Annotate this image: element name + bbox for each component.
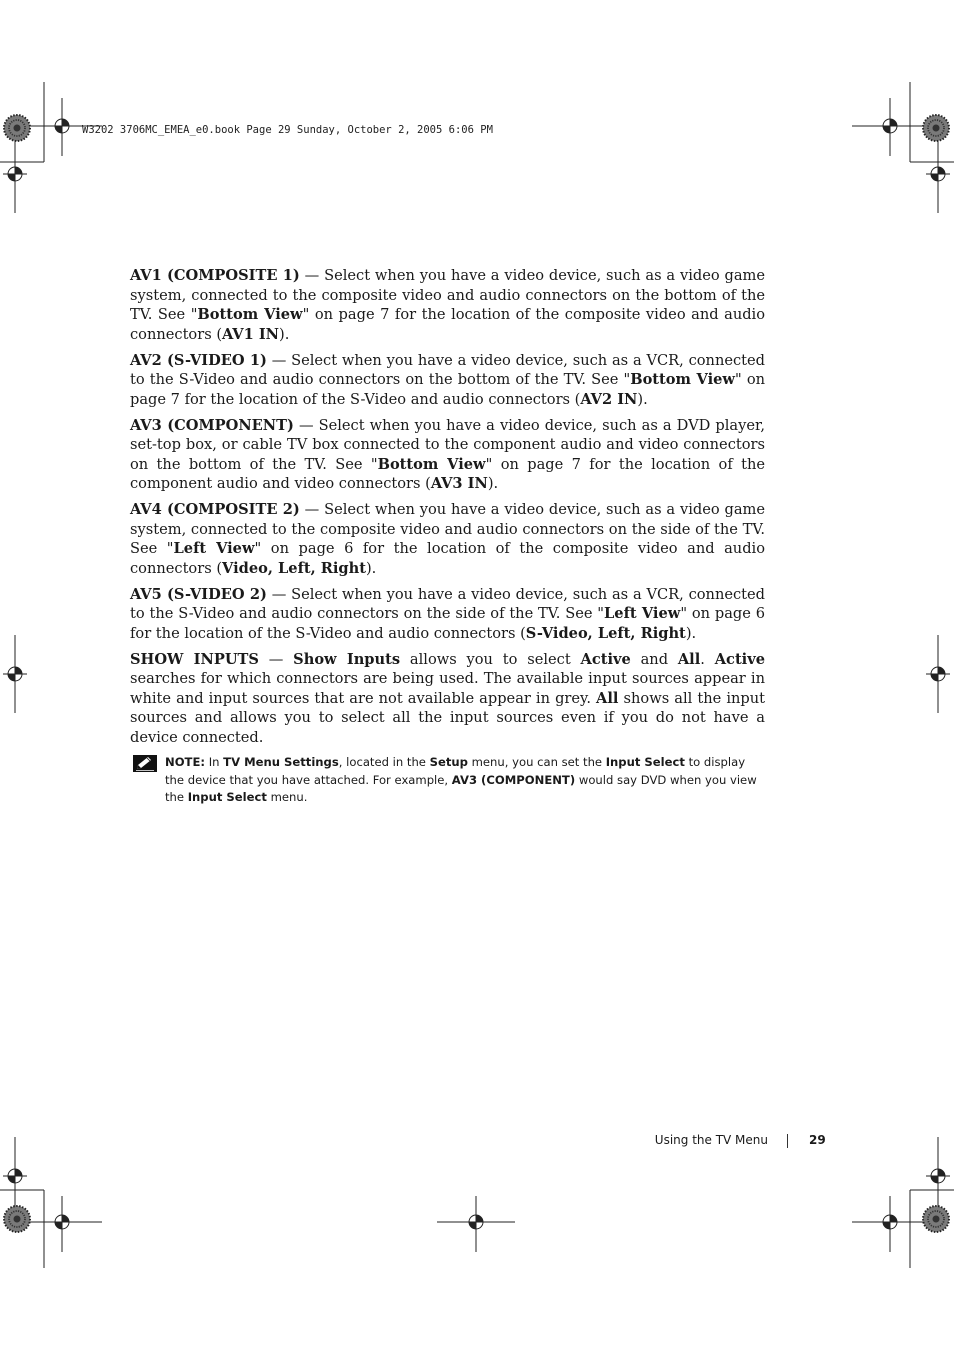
note-segment: NOTE: (165, 754, 206, 769)
paragraph-av4 (130, 500, 765, 578)
paragraph-segment: " on page 7 for the location of the S-Video and audio connectors ( (130, 371, 766, 408)
paragraph-segment: AV3 (COMPONENT) (130, 416, 294, 434)
paragraph-segment: — Select when you have a video device, such as a video game system, connected to the composite video and audio connectors on the side of the TV. See " (130, 501, 765, 558)
paragraph-segment: shows all the input sources and allows you to select all the input sources even if you do not have a device connected. (130, 689, 765, 746)
note-segment: In (205, 754, 224, 769)
note-box (130, 754, 765, 807)
note-segment: AV3 (COMPONENT) (451, 772, 576, 787)
print-job-info: W3202 3706MC_EMEA_e0.book Page 29 Sunday, October 2, 2005 6:06 PM (82, 124, 493, 136)
paragraph-segment: — Select when you have a video device, such as a video game system, connected to the composite video and audio connectors on the bottom of the TV. See " (130, 267, 765, 324)
paragraph-segment: Show Inputs (293, 650, 401, 668)
paragraph-segment: Active (580, 650, 631, 668)
footer-section-title: Using the TV Menu (654, 1133, 768, 1147)
page-footer (0, 1133, 954, 1151)
paragraph-segment: Left View (604, 605, 681, 623)
paragraph-segment: allows you to select (400, 650, 581, 668)
paragraph-segment: AV1 (COMPOSITE 1) (130, 267, 300, 284)
paragraph-segment: . (700, 650, 715, 668)
paragraph-av3 (130, 416, 765, 494)
paragraph-segment: ). (365, 559, 377, 577)
paragraph-segment: ). (637, 390, 648, 408)
paragraph-segment: Bottom View (630, 371, 735, 389)
note-segment: Input Select (187, 790, 267, 805)
paragraph-av2 (130, 351, 765, 410)
note-segment: menu. (266, 790, 308, 805)
paragraph-segment: Active (714, 650, 765, 668)
paragraph-segment: Bottom View (377, 455, 486, 473)
paragraph-segment: — Select when you have a video device, such as a VCR, connected to the S-Video and audio connectors on the bottom of the TV. See " (130, 351, 766, 389)
paragraph-segment: AV4 (COMPOSITE 2) (130, 501, 300, 519)
paragraph-segment: " on page 7 for the location of the component audio and video connectors ( (130, 455, 765, 493)
paragraph-segment: searches for which connectors are being used. The available input sources appear in white and input sources that are not available appear in grey. (130, 670, 765, 707)
note-segment: Setup (429, 754, 468, 769)
paragraph-segment: AV3 IN (430, 475, 488, 493)
paragraph-segment: " on page 6 for the location of the composite video and audio connectors ( (130, 540, 766, 577)
note-segment: menu, you can set the (467, 754, 606, 769)
note-segment: to display the device that you have attached. For example, (165, 754, 746, 787)
paragraph-segment: AV5 (S-VIDEO 2) (130, 585, 267, 603)
paragraph-segment: SHOW INPUTS (130, 650, 259, 668)
footer-divider (787, 1134, 788, 1148)
paragraph-segment: and (630, 650, 678, 668)
paragraph-segment: AV2 IN (580, 390, 638, 408)
paragraph-segment: ). (487, 475, 499, 493)
note-segment: would say DVD when you view the (165, 772, 757, 805)
paragraph-segment: AV1 IN (222, 325, 280, 343)
paragraph-segment: " on page 7 for the location of the composite video and audio connectors ( (130, 306, 766, 343)
note-segment: , located in the (338, 754, 430, 769)
page-number: 29 (809, 1133, 826, 1147)
paragraph-segment: S-Video, Left, Right (525, 624, 686, 642)
paragraph-av5 (130, 585, 765, 644)
paragraph-segment: ). (685, 624, 697, 642)
paragraph-segment: All (596, 689, 619, 707)
body-content (130, 266, 765, 807)
paragraph-av1 (130, 266, 765, 344)
paragraph-segment: Bottom View (197, 306, 303, 324)
note-text (165, 754, 765, 807)
note-segment: Input Select (605, 754, 685, 769)
paragraph-segment: — Select when you have a video device, such as a DVD player, set-top box, or cable TV box connected to the component audio and video connectors on the bottom of the TV. See " (130, 416, 765, 473)
paragraph-segment: Video, Left, Right (222, 559, 366, 577)
pencil-note-icon (133, 755, 157, 772)
paragraph-segment: All (677, 650, 701, 668)
paragraph-segment: Left View (173, 540, 255, 558)
note-segment: TV Menu Settings (223, 754, 339, 769)
paragraph-segment: ). (279, 325, 290, 343)
paragraph-show-inputs (130, 650, 765, 748)
paragraph-segment: — (258, 650, 294, 668)
paragraph-segment: " on page 6 for the location of the S-Video and audio connectors ( (130, 605, 765, 642)
paragraph-segment: AV2 (S-VIDEO 1) (130, 351, 267, 369)
paragraph-segment: — Select when you have a video device, such as a VCR, connected to the S-Video and audio connectors on the side of the TV. See " (130, 585, 766, 623)
